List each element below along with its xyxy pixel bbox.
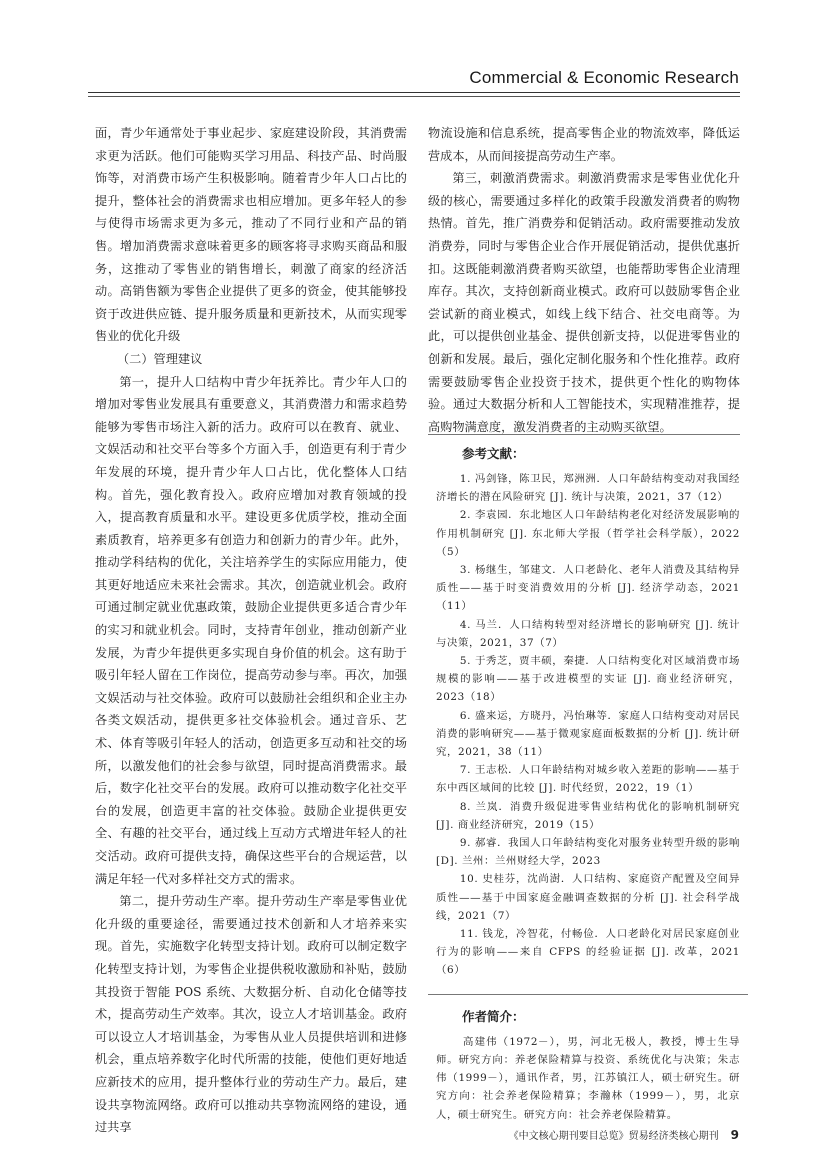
references-section bbox=[436, 440, 740, 1124]
left-column bbox=[95, 122, 407, 1139]
reference-item: 9. 郝睿．我国人口年龄结构变化对服务业转型升级的影响 [D]. 兰州：兰州财经大学，2023 bbox=[436, 837, 740, 868]
page-footer bbox=[509, 1127, 739, 1142]
reference-item: 4. 马兰．人口结构转型对经济增长的影响研究 [J]. 统计与决策，2021，37（7） bbox=[436, 618, 740, 649]
reference-item: 10. 史桂芬，沈尚澍．人口结构、家庭资产配置及空间异质性——基于中国家庭金融调查数据的分析 [J]. 社会科学战线，2021（7） bbox=[436, 873, 740, 922]
author-profile-text: 高建伟（1972－），男，河北无极人，教授，博士生导师。研究方向：养老保险精算与投资、系统优化与决策；朱志伟（1999－），通讯作者，男，江苏镇江人，硕士研究生。研究方向：社会养老保险精算；李瀚林（1999－），男，北京人，硕士研究生。研究方向：社会养老保险精算。 bbox=[436, 1035, 740, 1121]
paragraph: 面，青少年通常处于事业起步、家庭建设阶段，其消费需求更为活跃。他们可能购买学习用品、科技产品、时尚服饰等，对消费市场产生积极影响。随着青少年人口占比的提升，整体社会的消费需求也相应增加。更多年轻人的参与使得市场需求更为多元，推动了不同行业和产品的销售。增加消费需求意味着更多的顾客将寻求购买商品和服务，这推动了零售业的销售增长，刺激了商家的经济活动。高销售额为零售企业提供了更多的资金，使其能够投资于改进供应链、提升服务质量和更新技术，从而实现零售业的优化升级 bbox=[95, 126, 407, 344]
footer-journal-note: 《中文核心期刊要目总览》贸易经济类核心期刊 bbox=[508, 1131, 719, 1142]
references-heading: 参考文献： bbox=[462, 446, 525, 461]
reference-item: 7. 王志松．人口年龄结构对城乡收入差距的影响——基于东中西区域间的比较 [J]. 时代经贸，2022，19（1） bbox=[436, 764, 740, 795]
right-column bbox=[428, 122, 740, 438]
paragraph: 第一，提升人口结构中青少年抚养比。青少年人口的增加对零售业发展具有重要意义，其消费潜力和需求趋势能够为零售市场注入新的活力。政府可以在教育、就业、文娱活动和社交平台等多个方面入手，创造更有利于青少年发展的环境，提升青少年人口占比，优化整体人口结构。首先，强化教育投入。政府应增加对教育领域的投入，提高教育质量和水平。建设更多优质学校，推动全面素质教育，培养更多有创造力和创新力的青少年。此外，推动学科结构的优化，关注培养学生的实际应用能力，使其更好地适应未来社会需求。其次，创造就业机会。政府可通过制定就业优惠政策，鼓励企业提供更多适合青少年的实习和就业机会。同时，支持青年创业，推动创新产业发展，为青少年提供更多实现自身价值的机会。这有助于吸引年轻人留在工作岗位，提高劳动参与率。再次，加强文娱活动与社交体验。政府可以鼓励社会组织和企业主办各类文娱活动，提供更多社交体验机会。通过音乐、艺术、体育等吸引年轻人的活动，创造更多互动和社交的场所，以激发他们的社会参与欲望，同时提高消费需求。最后，数字化社交平台的发展。政府可以推动数字化社交平台的发展，创造更丰富的社交体验。鼓励企业提供更安全、有趣的社交平台，通过线上互动方式增进年轻人的社交活动。政府可提供支持，确保这些平台的合规运营，以满足年轻一代对多样社交方式的需求。 bbox=[95, 374, 407, 886]
reference-item: 2. 李袁园．东北地区人口年龄结构老化对经济发展影响的作用机制研究 [J]. 东北师大学报（哲学社会科学版），2022（5） bbox=[436, 509, 740, 558]
reference-item: 8. 兰岚．消费升级促进零售业结构优化的影响机制研究 [J]. 商业经济研究，2019（15） bbox=[436, 800, 740, 831]
author-heading: 作者简介： bbox=[462, 1008, 525, 1024]
section-subheading: （二）管理建议 bbox=[116, 351, 203, 366]
author-rule bbox=[428, 980, 748, 995]
reference-item: 3. 杨继生，邹建文．人口老龄化、老年人消费及其结构异质性——基于时变消费效用的分析 [J]. 经济学动态，2021（11） bbox=[436, 564, 740, 613]
reference-item: 11. 钱龙，冷智花，付畅俭．人口老龄化对居民家庭创业行为的影响——来自 CFPS 的经验证据 [J]. 改革，2021（6） bbox=[436, 928, 740, 977]
header-rule bbox=[88, 92, 740, 93]
reference-item: 5. 于秀芝，贾丰硕，秦捷．人口结构变化对区域消费市场规模的影响——基于改进模型的实证 [J]. 商业经济研究，2023（18） bbox=[436, 655, 740, 704]
page-number: 9 bbox=[730, 1128, 739, 1142]
paragraph: 物流设施和信息系统，提高零售企业的物流效率，降低运营成本，从而间接提高劳动生产率。 bbox=[428, 126, 740, 163]
paragraph: 第三，刺激消费需求。刺激消费需求是零售业优化升级的核心，需要通过多样化的政策手段激发消费者的购物热情。首先，推广消费券和促销活动。政府需要推动发放消费券，同时与零售企业合作开展促销活动，提供优惠折扣。这既能刺激消费者购买欲望，也能帮助零售企业清理库存。其次，支持创新商业模式。政府可以鼓励零售企业尝试新的商业模式，如线上线下结合、社交电商等。为此，可以提供创业基金、提供创新支持，以促进零售业的创新和发展。最后，强化定制化服务和个性化推荐。政府需要鼓励零售企业投资于技术，提供更个性化的购物体验。通过大数据分析和人工智能技术，实现精准推荐，提高购物满意度，激发消费者的主动购买欲望。 bbox=[428, 171, 740, 434]
reference-item: 6. 盛来运，方晓丹，冯怡琳等．家庭人口结构变动对居民消费的影响研究——基于微观家庭面板数据的分析 [J]. 统计研究，2021，38（11） bbox=[436, 709, 740, 759]
header-rule-thin bbox=[88, 96, 740, 97]
references-rule bbox=[428, 434, 740, 436]
reference-item: 1. 冯剑锋，陈卫民，郑洲洲．人口年龄结构变动对我国经济增长的潜在风险研究 [J]. 统计与决策，2021，37（12） bbox=[436, 473, 740, 504]
paragraph: 第二，提升劳动生产率。提升劳动生产率是零售业优化升级的重要途径，需要通过技术创新和人才培养来实现。首先，实施数字化转型支持计划。政府可以制定数字化转型支持计划，为零售企业提供税收激励和补贴，鼓励其投资于智能 POS 系统、大数据分析、自动化仓储等技术，提高劳动生产效率。其次，设立人才培训基金。政府可以设立人才培训基金，为零售从业人员提供培训和进修机会，重点培养数字化时代所需的技能，使他们更好地适应新技术的应用，提升整体行业的劳动生产力。最后，建设共享物流网络。政府可以推动共享物流网络的建设，通过共享 bbox=[95, 894, 407, 1135]
journal-title: Commercial & Economic Research bbox=[469, 68, 739, 87]
